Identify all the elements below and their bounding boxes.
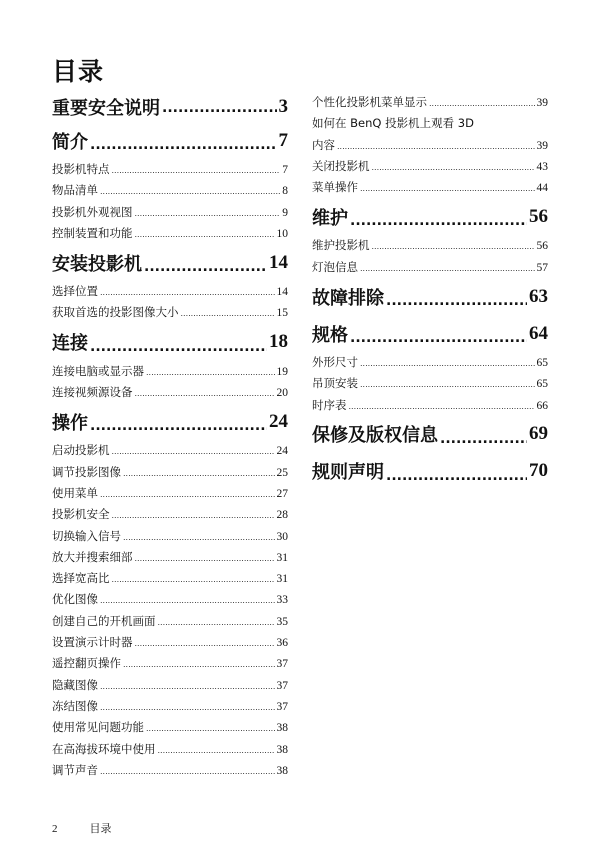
dot-leader bbox=[135, 383, 275, 404]
toc-subsection-entry[interactable] bbox=[312, 373, 548, 394]
toc-section-title: 简介 bbox=[52, 131, 88, 153]
toc-subsection-entry[interactable] bbox=[312, 235, 548, 256]
dot-leader bbox=[123, 654, 275, 675]
dot-leader bbox=[429, 93, 535, 114]
toc-subsection-entry[interactable] bbox=[52, 589, 288, 610]
dot-leader bbox=[349, 396, 535, 417]
toc-entry-title: 关闭投影机 bbox=[312, 158, 370, 173]
toc-section-entry[interactable] bbox=[312, 453, 548, 490]
toc-page-number: 9 bbox=[282, 206, 288, 219]
toc-page-number: 69 bbox=[529, 423, 548, 445]
toc-section-title: 操作 bbox=[52, 412, 88, 434]
toc-subsection-entry[interactable] bbox=[312, 257, 548, 278]
toc-page-number: 28 bbox=[276, 509, 288, 522]
toc-entry-title: 启动投影机 bbox=[52, 443, 110, 458]
toc-page-number: 35 bbox=[276, 615, 288, 628]
toc-page-number: 18 bbox=[269, 331, 288, 353]
toc-subsection-entry[interactable] bbox=[52, 483, 288, 504]
dot-leader bbox=[440, 434, 527, 453]
toc-subsection-entry[interactable] bbox=[312, 395, 548, 416]
toc-section-entry[interactable] bbox=[52, 324, 288, 361]
toc-entry-title: 投影机安全 bbox=[52, 507, 110, 522]
toc-page-number: 37 bbox=[276, 679, 288, 692]
dot-leader bbox=[100, 282, 275, 303]
dot-leader bbox=[360, 258, 535, 279]
dot-leader bbox=[123, 463, 275, 484]
dot-leader bbox=[90, 140, 277, 159]
toc-entry-title: 创建自己的开机画面 bbox=[52, 613, 156, 628]
toc-entry-title: 时序表 bbox=[312, 397, 347, 412]
toc-section-title: 故障排除 bbox=[312, 287, 384, 309]
toc-subsection-entry[interactable] bbox=[52, 440, 288, 461]
toc-entry-title: 个性化投影机菜单显示 bbox=[312, 95, 427, 109]
dot-leader bbox=[112, 569, 275, 590]
toc-subsection-entry[interactable] bbox=[312, 156, 548, 177]
toc-entry-title: 遥控翻页操作 bbox=[52, 656, 121, 671]
toc-subsection-entry[interactable] bbox=[52, 202, 288, 223]
toc-page-number: 57 bbox=[536, 261, 548, 274]
toc-subsection-entry[interactable] bbox=[52, 281, 288, 302]
toc-section-entry[interactable] bbox=[52, 122, 288, 159]
toc-entry-title: 连接电脑或显示器 bbox=[52, 363, 144, 378]
dot-leader bbox=[112, 505, 275, 526]
dot-leader bbox=[360, 374, 535, 395]
toc-entry-title: 菜单操作 bbox=[312, 180, 358, 195]
toc-page-number: 56 bbox=[536, 240, 548, 253]
toc-entry-title: 灯泡信息 bbox=[312, 259, 358, 274]
toc-subsection-entry[interactable] bbox=[312, 352, 548, 373]
toc-section-title: 保修及版权信息 bbox=[312, 425, 438, 447]
dot-leader bbox=[112, 441, 275, 462]
toc-page-number: 14 bbox=[276, 286, 288, 299]
toc-page-number: 65 bbox=[536, 378, 548, 391]
toc-subsection-entry[interactable] bbox=[52, 302, 288, 323]
toc-page-number: 33 bbox=[276, 594, 288, 607]
toc-subsection-entry[interactable] bbox=[52, 568, 288, 589]
dot-leader bbox=[135, 633, 275, 654]
toc-subsection-entry[interactable] bbox=[52, 526, 288, 547]
toc-page-number: 7 bbox=[282, 164, 288, 176]
dot-leader bbox=[372, 236, 535, 257]
dot-leader bbox=[360, 178, 535, 199]
toc-subsection-entry[interactable] bbox=[52, 611, 288, 632]
toc-subsection-entry[interactable] bbox=[52, 675, 288, 696]
toc-subsection-entry[interactable] bbox=[312, 135, 548, 156]
toc-entry-title: 切换输入信号 bbox=[52, 528, 121, 543]
page-title: 目录 bbox=[52, 57, 105, 86]
dot-leader bbox=[135, 224, 275, 245]
toc-page-number: 65 bbox=[536, 357, 548, 370]
toc-page-number: 44 bbox=[536, 182, 548, 195]
toc-subsection-entry[interactable] bbox=[52, 717, 288, 738]
toc-subsection-entry[interactable] bbox=[52, 223, 288, 244]
dot-leader bbox=[386, 471, 527, 490]
toc-subsection-entry[interactable] bbox=[52, 632, 288, 653]
toc-entry-title: 放大并搜索细部 bbox=[52, 549, 133, 564]
dot-leader bbox=[337, 136, 535, 157]
toc-page-number: 30 bbox=[276, 530, 288, 543]
toc-entry-title: 调节声音 bbox=[52, 762, 98, 777]
toc-entry-title: 控制装置和功能 bbox=[52, 225, 133, 240]
toc-entry-title: 优化图像 bbox=[52, 592, 98, 607]
toc-section-entry[interactable] bbox=[312, 278, 548, 315]
dot-leader bbox=[100, 761, 275, 782]
toc-section-entry[interactable] bbox=[52, 92, 288, 122]
toc-section-title: 安装投影机 bbox=[52, 253, 142, 275]
toc-subsection-entry[interactable] bbox=[52, 653, 288, 674]
toc-section-title: 重要安全说明 bbox=[52, 98, 160, 119]
toc-page-number: 20 bbox=[276, 387, 288, 400]
toc-section-title: 规格 bbox=[312, 324, 348, 346]
toc-section-entry[interactable] bbox=[312, 416, 548, 453]
dot-leader bbox=[135, 203, 281, 224]
dot-leader bbox=[146, 718, 275, 739]
toc-subsection-entry[interactable] bbox=[52, 696, 288, 717]
toc-page-number: 56 bbox=[529, 205, 548, 227]
toc-section-title: 规则声明 bbox=[312, 462, 384, 484]
toc-entry-title: 获取首选的投影图像大小 bbox=[52, 305, 179, 320]
toc-subsection-entry[interactable] bbox=[312, 92, 548, 113]
toc-page-number: 43 bbox=[536, 160, 548, 173]
toc-page-number: 31 bbox=[276, 551, 288, 564]
dot-leader bbox=[386, 296, 527, 315]
dot-leader bbox=[100, 181, 280, 202]
toc-entry-title: 吊顶安装 bbox=[312, 376, 358, 391]
toc-page-number: 10 bbox=[276, 227, 288, 240]
footer-label: 目录 bbox=[89, 822, 112, 835]
toc-subsection-entry[interactable] bbox=[52, 361, 288, 382]
toc-page-number: 24 bbox=[269, 410, 288, 432]
toc-subsection-entry[interactable] bbox=[52, 760, 288, 781]
page-footer bbox=[52, 820, 112, 836]
toc-section-entry[interactable] bbox=[52, 403, 288, 440]
dot-leader bbox=[158, 740, 275, 761]
dot-leader bbox=[350, 216, 527, 235]
toc-page-number: 38 bbox=[276, 743, 288, 756]
toc-subsection-entry[interactable] bbox=[52, 382, 288, 403]
dot-leader bbox=[100, 697, 275, 718]
footer-page-number: 2 bbox=[52, 823, 58, 835]
toc-subsection-entry[interactable] bbox=[52, 159, 288, 180]
toc-entry-title: 外形尺寸 bbox=[312, 355, 358, 370]
dot-leader bbox=[144, 262, 267, 281]
toc-section-title: 连接 bbox=[52, 333, 88, 355]
toc-entry-title: 连接视频源设备 bbox=[52, 385, 133, 400]
toc-entry-title: 冻结图像 bbox=[52, 698, 98, 713]
toc-page-number: 38 bbox=[276, 764, 288, 777]
toc-entry-title: 选择宽高比 bbox=[52, 571, 110, 586]
toc-entry-title: 如何在 BenQ 投影机上观看 3D bbox=[312, 116, 474, 131]
toc-entry-title: 选择位置 bbox=[52, 284, 98, 299]
dot-leader bbox=[112, 160, 281, 181]
toc-page-number: 38 bbox=[276, 722, 288, 735]
toc-entry-title: 使用菜单 bbox=[52, 485, 98, 500]
dot-leader bbox=[100, 590, 275, 611]
toc-entry-title: 设置演示计时器 bbox=[52, 635, 133, 650]
dot-leader bbox=[181, 303, 275, 324]
toc-page-number: 70 bbox=[529, 460, 548, 482]
toc-page-number: 31 bbox=[276, 573, 288, 586]
toc-entry-title: 使用常见问题功能 bbox=[52, 720, 144, 735]
toc-page-number: 14 bbox=[269, 251, 288, 273]
toc-page-number: 39 bbox=[536, 139, 548, 152]
toc-page-number: 66 bbox=[536, 399, 548, 412]
toc-entry-title: 投影机特点 bbox=[52, 162, 110, 176]
toc-page-number: 36 bbox=[276, 637, 288, 650]
toc-page-number: 15 bbox=[276, 307, 288, 320]
dot-leader bbox=[360, 353, 535, 374]
toc-page-number: 37 bbox=[276, 700, 288, 713]
dot-leader bbox=[123, 527, 275, 548]
toc-section-entry[interactable] bbox=[52, 244, 288, 281]
toc-page-number: 39 bbox=[536, 97, 548, 109]
toc-entry-title: 内容 bbox=[312, 137, 335, 152]
toc-subsection-entry[interactable] bbox=[52, 739, 288, 760]
toc-entry-title: 维护投影机 bbox=[312, 238, 370, 253]
toc-page-number: 63 bbox=[529, 285, 548, 307]
toc-entry-title: 调节投影图像 bbox=[52, 464, 121, 479]
toc-subsection-entry[interactable] bbox=[52, 547, 288, 568]
toc-page-number: 3 bbox=[278, 96, 288, 117]
dot-leader bbox=[100, 676, 275, 697]
toc-page-number: 37 bbox=[276, 658, 288, 671]
dot-leader bbox=[90, 342, 267, 361]
toc-entry-title: 投影机外观视图 bbox=[52, 204, 133, 219]
dot-leader bbox=[135, 548, 275, 569]
dot-leader bbox=[90, 421, 267, 440]
dot-leader bbox=[372, 157, 535, 178]
toc-page-number: 25 bbox=[276, 466, 288, 479]
toc-subsection-entry[interactable] bbox=[52, 462, 288, 483]
dot-leader bbox=[158, 612, 275, 633]
toc-page-number: 7 bbox=[278, 129, 288, 151]
toc-page-number: 8 bbox=[282, 185, 288, 198]
dot-leader bbox=[146, 362, 275, 383]
toc-subsection-entry[interactable] bbox=[312, 177, 548, 198]
toc-subsection-entry[interactable] bbox=[52, 180, 288, 201]
toc-subsection-entry[interactable] bbox=[52, 504, 288, 525]
dot-leader bbox=[162, 103, 277, 122]
toc-section-title: 维护 bbox=[312, 207, 348, 229]
dot-leader bbox=[350, 333, 527, 352]
toc-left-column bbox=[52, 92, 288, 781]
toc-page-number: 64 bbox=[529, 322, 548, 344]
toc-entry-wrapped-line[interactable] bbox=[312, 113, 548, 134]
toc-page-number: 19 bbox=[276, 365, 288, 378]
toc-right-column bbox=[312, 92, 548, 490]
toc-section-entry[interactable] bbox=[312, 198, 548, 235]
toc-page-number: 24 bbox=[276, 445, 288, 458]
toc-page-number: 27 bbox=[276, 487, 288, 500]
toc-entry-title: 隐藏图像 bbox=[52, 677, 98, 692]
toc-entry-title: 物品清单 bbox=[52, 183, 98, 198]
toc-section-entry[interactable] bbox=[312, 315, 548, 352]
toc-entry-title: 在高海拔环境中使用 bbox=[52, 741, 156, 756]
dot-leader bbox=[100, 484, 275, 505]
